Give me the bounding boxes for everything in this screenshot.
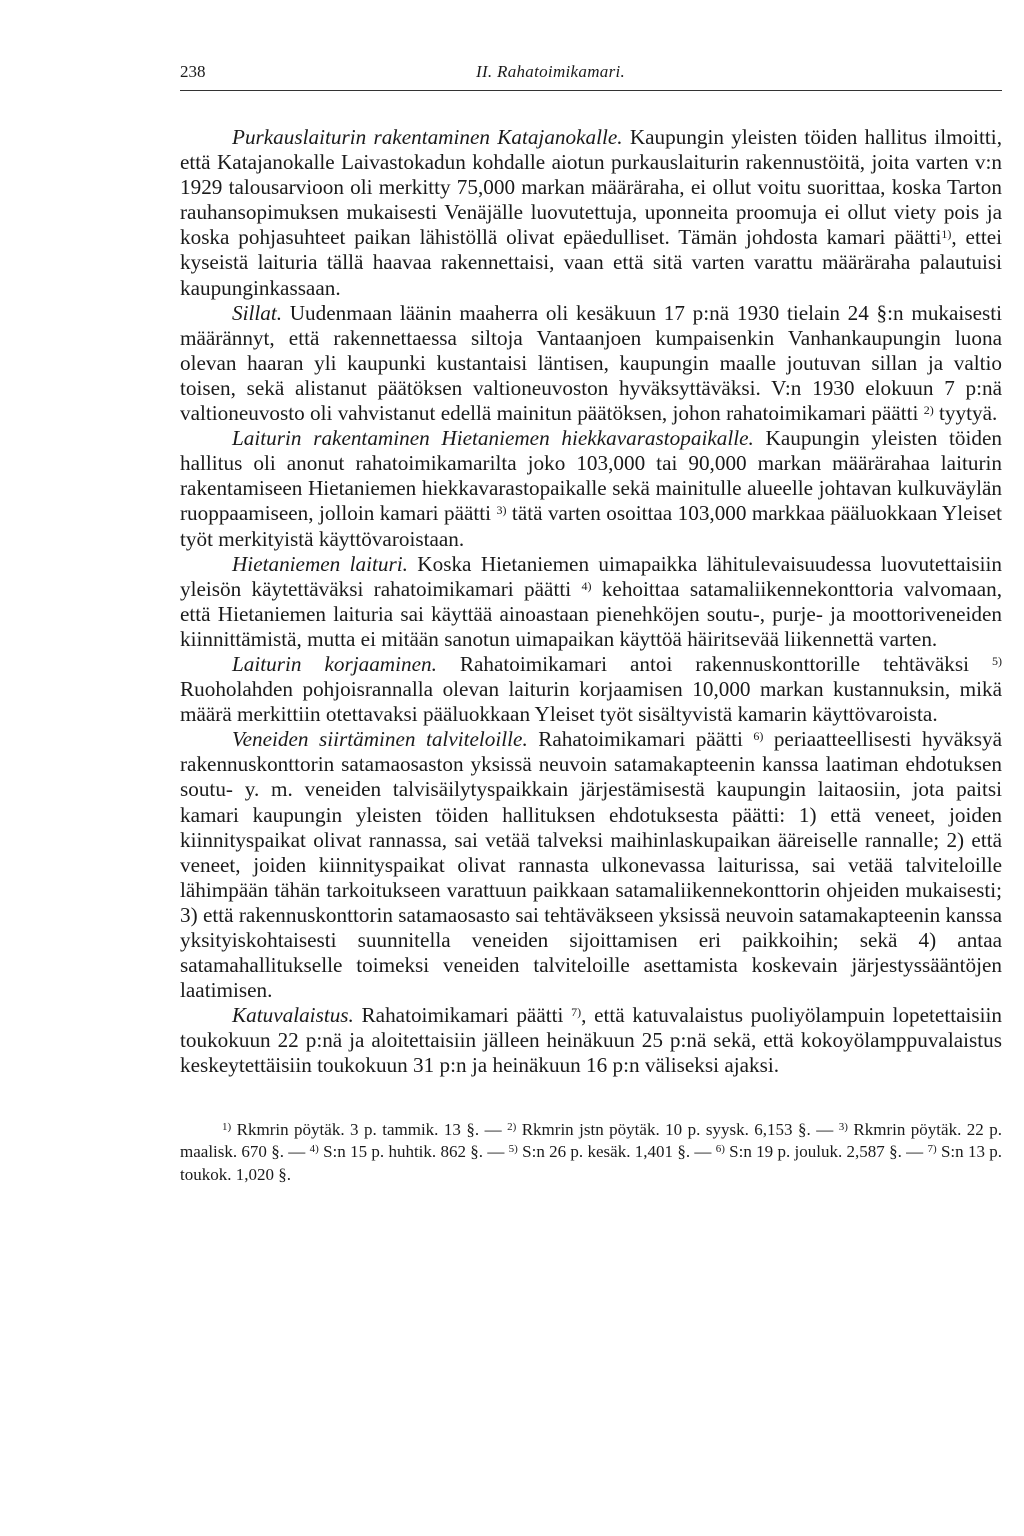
paragraph [180, 301, 1002, 426]
paragraph-text: Rahatoimikamari päätti [527, 727, 743, 752]
footnote-ref: 1) [941, 227, 952, 242]
footnote: $^{2)}$ Rkmrin jstn pöytäk. 10 p. syysk. 6,153 §. — [507, 1119, 839, 1139]
body-text [180, 125, 1002, 1079]
paragraph-text: tyytyä. [933, 401, 998, 426]
paragraph-text: , että katuvalaistus puoliyölampuin lopetettaisiin toukokuun 22 p:nä ja aloitettaisiin jälleen heinäkuun 25 p:nä sekä, että kokoyölamppuvalaistus keskeytettäisiin toukokuun 31 p:n ja heinäkuun 16 p:n väliseksi ajaksi. [180, 1003, 1002, 1078]
section-heading: Katuvalaistus. [232, 1003, 354, 1028]
section-heading: Hietaniemen laituri. [232, 551, 408, 576]
section-heading: Veneiden siirtäminen talviteloille. [232, 727, 528, 752]
paragraph [180, 125, 1002, 301]
paragraph [180, 652, 1002, 727]
paragraph-text: Ruoholahden pohjoisrannalla olevan laiturin korjaamisen 10,000 markan kustannuksin, mikä määrä merkittiin otettavaksi pääluokkaan Yleiset työt sisältyvistä kamarin käyttövaroista. [180, 677, 1002, 727]
page-number: 238 [180, 62, 206, 81]
footnote: $^{1)}$ Rkmrin pöytäk. 3 p. tammik. 13 §. — [222, 1119, 508, 1139]
paragraph [180, 426, 1002, 551]
paragraph-text: Rahatoimikamari päätti [353, 1003, 564, 1028]
footnote-ref: 2) [923, 403, 934, 418]
footnote-ref: 7) [571, 1005, 582, 1020]
section-heading: Laiturin korjaaminen. [232, 651, 437, 676]
footnote: $^{4)}$ S:n 15 p. huhtik. 862 §. — [309, 1142, 509, 1162]
paragraph [180, 1003, 1002, 1078]
footnote-ref: 5) [992, 653, 1003, 668]
paragraph-text: Koska Hietaniemen uimapaikka lähitulevaisuudessa luovutettaisiin yleisön käytettäväksi rahatoimikamari päätti [180, 551, 1003, 601]
section-heading: Laiturin rakentaminen Hietaniemen hiekkavarastopaikalle. [232, 426, 754, 451]
paragraph-text: Uudenmaan läänin maaherra oli kesäkuun 17 p:nä 1930 tielain 24 §:n mukaisesti määrännyt, että rakennettaessa siltoja Vantaanjoen kumpaisenkin Vanhankaupungin luona olevan haaran yli kaupunki kustantaisi läntisen, kaupungin maalle joutuvan sillan ja valtio toisen, sekä alistanut päätöksen valtioneuvoston hyväksyttäväksi. V:n 1930 elokuun 7 p:nä valtioneuvosto oli vahvistanut edellä mainitun päätöksen, johon rahatoimikamari päätti [180, 300, 1002, 426]
footnote-ref: 6) [753, 729, 764, 744]
footnotes [180, 1119, 1002, 1187]
paragraph-text: Kaupungin yleisten töiden hallitus oli anonut rahatoimikamarilta joko 103,000 tai 90,000 markan määrärahaa laiturin rakentamiseen Hietaniemen hiekkavarastopaikalle sekä mainitulle alueelle johtavan kulkuväylän ruoppaamiseen, jolloin kamari päätti [180, 426, 1003, 526]
section-heading: Sillat. [232, 300, 283, 325]
footnote: $^{6)}$ S:n 19 p. jouluk. 2,587 §. — [715, 1142, 928, 1162]
section-heading: Purkauslaiturin rakentaminen Katajanokalle. [232, 125, 623, 149]
paragraph-text: periaatteellisesti hyväksyä rakennuskonttorin satamaosaston yksissä neuvoin satamakapteenin kanssa laatiman ehdotuksen soutu- y. m. veneiden talvisäilytyspaikkain järjestämisestä kaupungin laitaosiin, jota paitsi kamari kaupungin yleisten töiden hallituksen ehdotuksesta päätti: 1) että veneet, joiden kiinnityspaikat olivat rannassa, sai vetää talveksi maihinlaskupaikan ääreiselle rannalle; 2) että veneet, joiden kiinnityspaikat olivat rannasta ulkonevassa laiturissa, sai vetää talviteloille lähimpään tähän tarkoitukseen varattuun paikkaan satamaliikennekonttorin ohjeiden mukaisesti; 3) että rakennuskonttorin satamaosasto sai tehtäväkseen yksissä neuvoin satamakapteenin kanssa yksityiskohtaisesti suunnitella veneiden sijoittamisen eri paikkoihin; sekä 4) antaa satamahallitukselle toimeksi veneiden talviteloille asettamista koskevain järjestyssääntöjen laatimisen. [180, 727, 1002, 1003]
paragraph-text: Rahatoimikamari antoi rakennuskonttorille tehtäväksi [436, 651, 969, 676]
paragraph-text: Kaupungin yleisten töiden hallitus ilmoitti, että Katajanokalle Laivastokadun kohdalle aiotun purkauslaiturin rakennustöitä, joita varten v:n 1929 talousarvioon oli merkitty 75,000 markan määräraha, ei ollut voitu suorittaa, koska Tarton rauhansopimuksen mukaisesti Venäjälle luovutettuja, uponneita proomuja ei ollut viety pois ja koska pohjasuhteet paikan lähistöllä olivat epäedulliset. Tämän johdosta kamari päätti [180, 125, 1002, 250]
header-rule [180, 90, 1002, 91]
footnote: $^{3)}$ Rkmrin pöytäk. 22 p. maalisk. 670 §. — [180, 1119, 1003, 1162]
page-header [180, 62, 1002, 90]
paragraph-text: kehoittaa satamaliikennekonttoria valvomaan, että Hietaniemen laituria sai käyttää ainoastaan pienehköjen soutu-, purje- ja moottoriveneiden kiinnittämistä, mutta ei mitään sanotun uimapaikan käyttöä häiritsevää liikennettä varten. [180, 576, 1002, 651]
paragraph-text: tätä varten osoittaa 103,000 markkaa pääluokkaan Yleiset työt merkityistä käyttövaroistaan. [180, 501, 1003, 551]
paragraph-text: , ettei kyseistä laituria tällä haavaa rakennettaisi, vaan että sitä varten varattu määräraha palautuisi kaupunginkassaan. [180, 225, 1003, 300]
footnote-block [180, 1119, 1002, 1187]
footnote: $^{5)}$ S:n 26 p. kesäk. 1,401 §. — [508, 1142, 716, 1162]
document-page [180, 62, 1002, 1186]
footnote-ref: 3) [496, 503, 507, 518]
paragraph [180, 552, 1002, 652]
running-title: II. Rahatoimikamari. [476, 62, 626, 81]
footnote: $^{7)}$ S:n 13 p. toukok. 1,020 §. [180, 1142, 1003, 1184]
footnote-ref: 4) [581, 578, 592, 593]
paragraph [180, 727, 1002, 1003]
